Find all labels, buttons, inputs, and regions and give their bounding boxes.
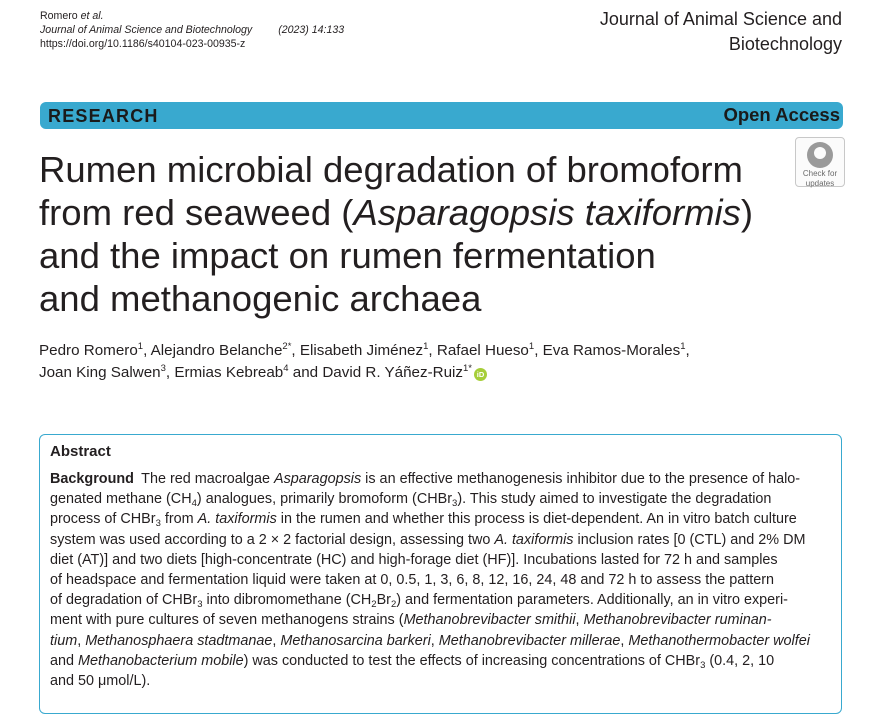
author-name: Joan King Salwen [39,364,161,381]
article-title [39,148,799,320]
abstract-text: diet (AT)] and two diets [high-concentrate (HC) and high-forage diet (HF)]. Incubations lasted for 72 h and samples [50,551,778,568]
title-line-4: and methanogenic archaea [39,278,482,319]
title-line-2-post: ) [740,192,754,233]
title-species: Asparagopsis taxiformis [353,192,741,233]
abstract-text: of headspace and fermentation liquid were taken at 0, 0.5, 1, 3, 6, 8, 12, 16, 24, 48 and 72 h to assess the pattern [50,572,775,589]
author-separator: , [291,342,300,359]
abstract-text: , [430,632,439,649]
header-doi[interactable]: https://doi.org/10.1186/s40104-023-00935-z [40,38,246,50]
abstract-text: genated methane (CH [50,491,192,508]
author-separator: , [534,342,543,359]
abstract-subscript: 3 [155,518,161,530]
title-line-3: and the impact on rumen fermentation [39,235,656,276]
title-line-2 [39,191,799,234]
author-affiliation: 1* [463,363,472,374]
author-affiliation: 1 [423,341,429,352]
abstract-line [50,590,834,610]
abstract-italic-text: Methanosarcina barkeri [280,632,431,649]
abstract-text: into dibromomethane (CH [202,592,372,609]
running-header [40,9,344,51]
author-separator: , [685,342,690,359]
abstract-italic-text: A. taxiformis [494,531,574,548]
abstract-text: ). This study aimed to investigate the degradation [457,491,772,508]
abstract-background-label: Background [50,471,134,487]
abstract-text: ) and fermentation parameters. Additionally, an in vitro experi- [396,592,788,609]
title-line-2-pre: from red seaweed ( [39,192,354,233]
section-label: RESEARCH [48,106,159,126]
abstract-italic-text: Methanobacterium mobile [78,652,244,669]
abstract-subscript: 2 [390,599,397,611]
author-affiliation: 3 [160,363,166,374]
abstract-line [50,469,834,489]
abstract-subscript: 2 [371,599,377,611]
abstract-text: Br [376,592,391,609]
abstract-italic-text: Methanosphaera stadtmanae [85,632,273,649]
abstract-line [50,631,834,651]
abstract-line [50,651,834,671]
author-separator: , [428,342,437,359]
abstract-text: and [50,652,79,669]
abstract-italic-text: Methanothermobacter wolfei [628,632,810,649]
abstract-heading: Abstract [50,443,111,460]
author-affiliation: 1 [528,341,535,352]
author-affiliation: 4 [283,363,289,374]
abstract-line [50,489,834,509]
abstract-box [39,434,842,714]
abstract-text: is an effective methanogenesis inhibitor due to the presence of halo- [361,471,801,487]
abstract-line [50,570,834,590]
orcid-icon[interactable]: iD [474,368,487,381]
header-authors [40,9,344,23]
abstract-text: (0.4, 2, 10 [705,652,775,669]
abstract-line [50,550,834,570]
abstract-text: and 50 μmol/L). [50,673,151,690]
abstract-italic-text: A. taxiformis [197,511,277,528]
abstract-line [50,530,834,550]
header-et-al: et al. [80,10,104,22]
abstract-text: ment with pure cultures of seven methanogens strains ( [50,612,404,629]
author-name: Alejandro Belanche [150,342,283,359]
abstract-subscript: 3 [452,498,458,510]
journal-name-line2: Biotechnology [728,34,842,54]
author-name: Rafael Hueso [436,342,529,359]
title-line-1: Rumen microbial degradation of bromoform [39,149,743,190]
author-affiliation: 2* [282,341,292,352]
abstract-text: , [620,632,629,649]
author-name: Elisabeth Jiménez [299,342,424,359]
author-name: Pedro Romero [39,342,138,359]
check-for-updates-button[interactable] [795,137,845,187]
author-separator: and [288,364,323,381]
abstract-text: inclusion rates [0 (CTL) and 2% DM [573,531,806,548]
header-journal-line [40,23,344,37]
author-list [39,340,799,384]
open-access-label: Open Access [723,104,840,125]
header-author: Romero [40,10,78,22]
author-name: Eva Ramos-Morales [542,342,681,359]
abstract-line [50,610,834,630]
abstract-subscript: 3 [197,599,203,611]
abstract-text: , [77,632,86,649]
abstract-text: ) was conducted to test the effects of increasing concentrations of CHBr [243,652,701,669]
abstract-text: , [575,612,584,629]
journal-name [600,7,842,57]
author-name: David R. Yáñez-Ruiz [322,364,464,381]
author-affiliation: 1 [137,341,144,352]
header-journal: Journal of Animal Science and Biotechnology [40,24,253,36]
journal-name-line1: Journal of Animal Science and [599,9,842,29]
abstract-text: process of CHBr [50,511,156,528]
abstract-text: in the rumen and whether this process is diet-dependent. An in vitro batch culture [276,511,797,528]
author-name: Ermias Kebreab [174,364,284,381]
abstract-line [50,509,834,529]
header-citation: (2023) 14:133 [278,24,345,36]
check-for-updates-label2: updates [805,179,835,188]
abstract-italic-text: tium [50,632,78,649]
author-separator: , [143,342,151,359]
abstract-italic-text: Methanobrevibacter ruminan- [583,612,772,629]
author-affiliation: 1 [680,341,686,352]
abstract-body [50,469,834,691]
abstract-text: system was used according to a 2 × 2 factorial design, assessing two [50,531,495,548]
abstract-text: of degradation of CHBr [50,592,198,609]
abstract-text: ) analogues, primarily bromoform (CHBr [196,491,453,508]
abstract-text: The red macroalgae [141,471,274,487]
author-separator: , [165,364,175,381]
abstract-line [50,671,834,691]
check-for-updates-label1: Check for [802,169,838,178]
abstract-subscript: 3 [700,659,706,671]
abstract-text: from [160,511,198,528]
abstract-italic-text: Methanobrevibacter smithii [403,612,576,629]
section-banner [40,102,843,129]
abstract-italic-text: Methanobrevibacter millerae [438,632,621,649]
check-for-updates-icon [807,142,833,168]
abstract-text: , [272,632,281,649]
abstract-subscript: 4 [191,498,197,510]
abstract-italic-text: Asparagopsis [273,471,362,487]
